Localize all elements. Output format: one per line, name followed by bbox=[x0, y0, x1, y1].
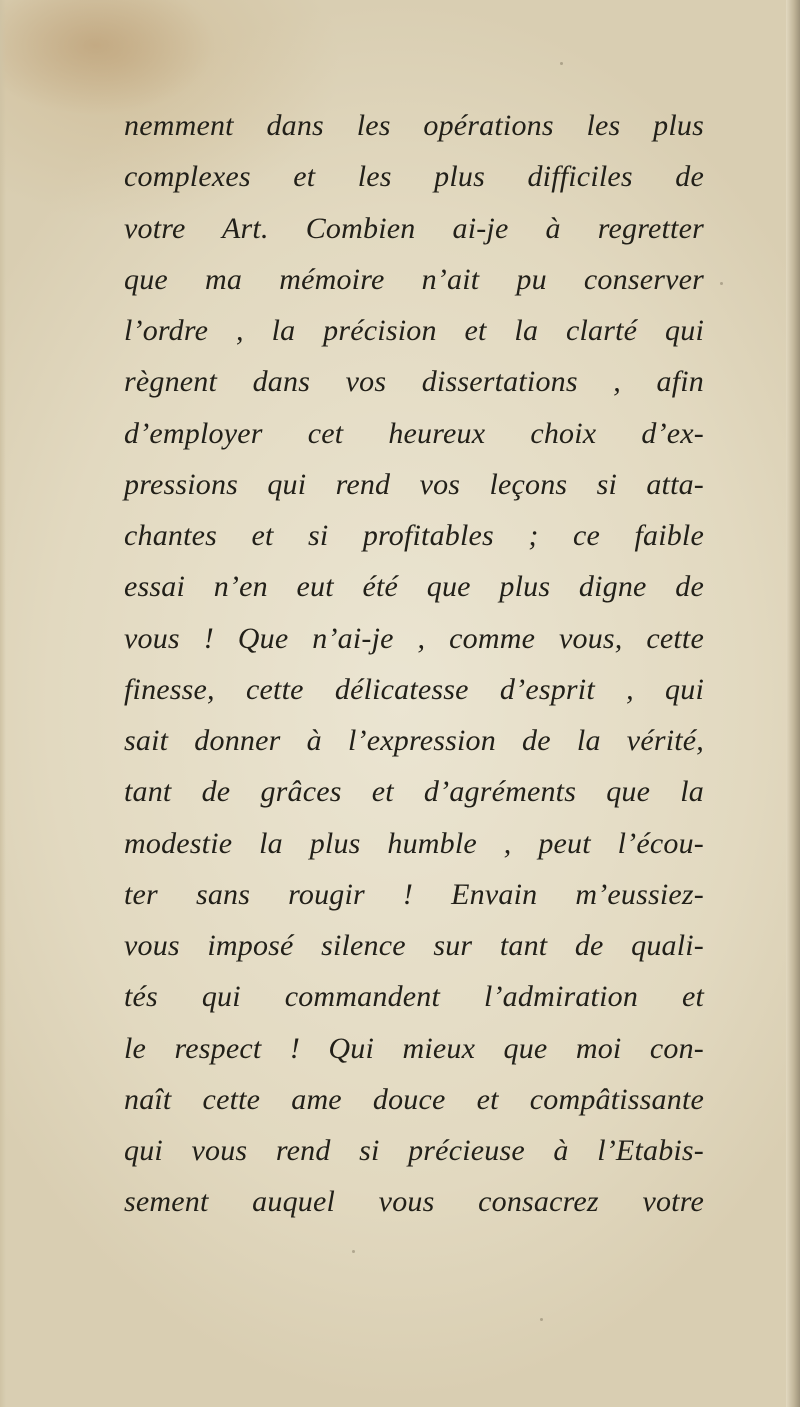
text-line: finesse, cette délicatesse d’esprit , qui bbox=[124, 672, 704, 706]
text-line: tant de grâces et d’agréments que la bbox=[124, 775, 704, 809]
text-line: complexes et les plus difficiles de bbox=[124, 160, 704, 194]
text-line: votre Art. Combien ai-je à regretter bbox=[124, 211, 704, 245]
text-line: ter sans rougir ! Envain m’eussiez- bbox=[124, 877, 704, 911]
text-line: essai n’en eut été que plus digne de bbox=[124, 570, 704, 604]
text-line: naît cette ame douce et compâtissante bbox=[124, 1082, 704, 1116]
text-line: pressions qui rend vos leçons si atta- bbox=[124, 467, 704, 501]
page-right-edge bbox=[786, 0, 800, 1407]
text-line: règnent dans vos dissertations , afin bbox=[124, 365, 704, 399]
paper-speck bbox=[352, 1250, 355, 1253]
text-line: tés qui commandent l’admiration et bbox=[124, 980, 704, 1014]
text-line: le respect ! Qui mieux que moi con- bbox=[124, 1031, 704, 1065]
text-line: sait donner à l’expression de la vérité, bbox=[124, 724, 704, 757]
text-line: d’employer cet heureux choix d’ex- bbox=[124, 416, 704, 450]
text-line: vous ! Que n’ai-je , comme vous, cette bbox=[124, 621, 704, 655]
paper-speck bbox=[720, 282, 723, 285]
text-line: sement auquel vous consacrez votre bbox=[124, 1185, 704, 1219]
body-text bbox=[124, 100, 704, 1228]
text-line: qui vous rend si précieuse à l’Etabis- bbox=[124, 1134, 704, 1167]
text-line: modestie la plus humble , peut l’écou- bbox=[124, 826, 704, 860]
text-line: vous imposé silence sur tant de quali- bbox=[124, 929, 704, 962]
text-line: chantes et si profitables ; ce faible bbox=[124, 519, 704, 552]
text-line: nemment dans les opérations les plus bbox=[124, 109, 704, 142]
page-left-edge bbox=[0, 0, 6, 1407]
text-line: l’ordre , la précision et la clarté qui bbox=[124, 314, 704, 347]
paper-speck bbox=[540, 1318, 543, 1321]
text-line: que ma mémoire n’ait pu conserver bbox=[124, 262, 704, 296]
paper-speck bbox=[560, 62, 563, 65]
